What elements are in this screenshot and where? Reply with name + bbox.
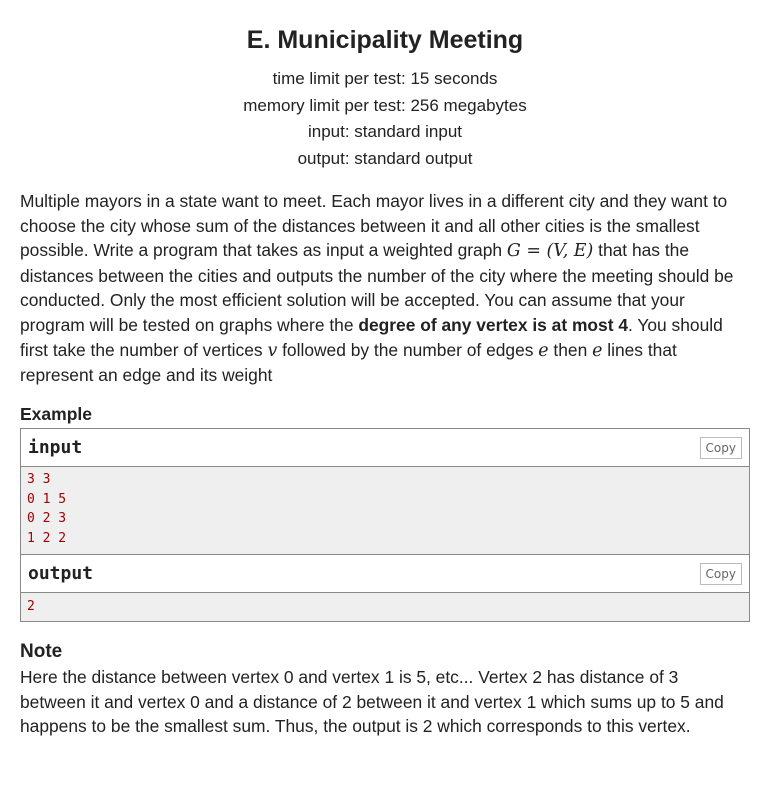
math-e: e	[592, 340, 603, 361]
statement-text: lines that represent an edge and its weight	[20, 339, 677, 386]
math-eq: =	[520, 241, 547, 262]
statement-text: Multiple mayors in a state want to meet. Each mayor lives in a different city and they want to choose the city whose sum of the distances between it and all other cities is the smallest possible. Write a program that takes as input a weighted graph	[20, 191, 728, 261]
math-VE: (V, E)	[546, 241, 594, 262]
input-header	[21, 429, 749, 467]
statement-text: that has the distances between the cities and outputs the number of the city where the meeting should be conducted. Only the most efficient solution will be accepted. You can assume that your program will be tested on graphs where the	[20, 240, 734, 335]
math-v: v	[267, 340, 278, 361]
output-line: 2	[27, 599, 35, 614]
output-label: output	[28, 563, 94, 584]
input-line: 1 2 2	[27, 530, 67, 546]
math-e: e	[538, 340, 549, 361]
problem-statement	[20, 189, 748, 388]
problem-title: E. Municipality Meeting	[246, 26, 524, 54]
input-line: 3 3	[27, 472, 51, 487]
input-content	[21, 467, 749, 555]
example-title: Example	[20, 404, 92, 424]
statement-text: then	[548, 339, 593, 360]
memory-limit: memory limit per test: 256 megabytes	[243, 95, 527, 115]
math-G: G	[506, 241, 521, 262]
time-limit: time limit per test: 15 seconds	[272, 69, 498, 88]
math-graph	[507, 241, 593, 261]
sample-test	[20, 428, 750, 622]
statement-bold: degree of any vertex is at most 4	[358, 314, 629, 335]
input-line: 0 1 5	[27, 491, 67, 507]
input-line: 0 2 3	[27, 511, 67, 526]
note-title: Note	[20, 641, 63, 662]
input-spec: input: standard input	[307, 122, 463, 141]
output-spec: output: standard output	[297, 148, 473, 168]
copy-input-button[interactable]: Copy	[700, 437, 742, 459]
copy-output-button[interactable]: Copy	[700, 563, 742, 585]
output-header	[21, 555, 749, 593]
input-label: input	[28, 437, 83, 458]
output-content	[21, 593, 749, 621]
note-text: Here the distance between vertex 0 and vertex 1 is 5, etc... Vertex 2 has distance of 3 between it and vertex 0 and a distance of 2 between it and vertex 1 which sums up to 5 and happens to be the smallest sum. Thus, the output is 2 which corresponds to this vertex.	[20, 667, 724, 737]
problem-limits	[0, 66, 770, 172]
statement-text: . You should first take the number of vertices	[20, 314, 723, 360]
statement-text: followed by the number of edges	[277, 339, 539, 360]
